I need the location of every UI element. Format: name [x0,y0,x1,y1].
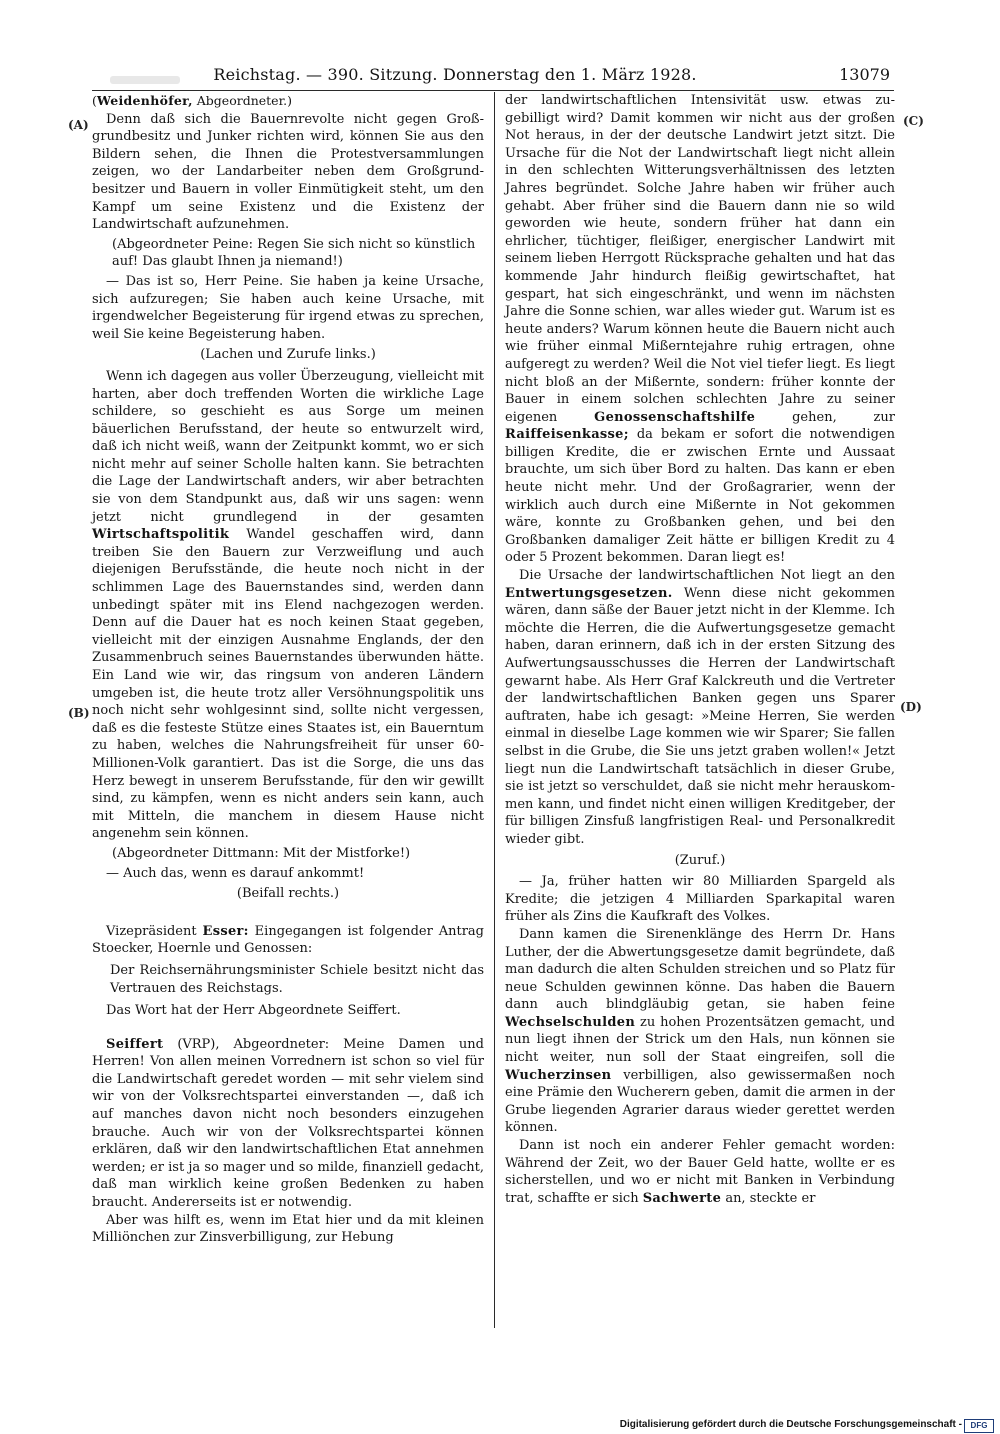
running-title: Reichstag. — 390. Sitzung. Donnerstag den 1. März 1928. [213,65,697,84]
emphasis-term: Raiffeisenkasse; [505,427,629,443]
paragraph: Dann kamen die Sirenenklänge des Herrn Dr. Hans Luther, der die Abwertungsgesetze damit begründete, daß man dadurch die alten Schulden streichen und so Platz für neue Schulden gewinnen könne. Das haben die Bauern dann auch blindgläubig getan, sie haben feine Wechselschulden zu hohen Prozentsätzen gemacht, und nun liegt ihnen der Strick um den Hals, nun können sie nicht weiter, nun soll der Staat eingreifen, soll die Wucherzinsen verbilligen, also gewissermaßen noch eine Prämie den Wucherern geben, damit die armen in der Grube liegenden Agrarier daraus wieder gerettet werden können. [505,926,895,1136]
digitization-footer [600,1418,998,1432]
emphasis-term: Entwertungsgesetzen. [505,585,673,601]
page-number: 13079 [839,65,890,84]
audience-reaction: (Zuruf.) [674,852,726,868]
speaker-heading: (Weidenhöfer, Abgeordneter.) [92,93,293,108]
audience-reaction: (Beifall rechts.) [236,886,340,902]
paragraph: — Auch das, wenn es darauf ankommt! [106,865,365,881]
paragraph: der landwirtschaftlichen Intensivität usw. etwas zugebilligt wird? Damit kommen wir nicht aus der großen Not heraus, in der der deutsche Landwirt jetzt sitzt. Die Ursache für die Not der Landwirtschaft liegt nicht allein in den schlechten Witterungsverhältnissen des letzten Jahres begründet. Solche Jahre haben wir früher auch gehabt. Aber früher sind die Bauern dann nie so wild geworden wie heute, sondern früher hat dann ein ehrlicher, tüchtiger, fleißiger, energischer Landwirt mit seinem lieben Herrgott Rücksprache gehalten und hat das kommende Jahr hindurch fleißig gewirtschaftet, hat gespart, hat sich eingeschränkt, und wenn im nächsten Jahre die Sonne schien, war alles wieder gut. Warum ist es heute anders? Warum können heute die Bauern nicht auch wie früher einmal Mißerntejahre ruhig ertragen, ohne aufgeregt zu werden? Weil die Not viel tiefer liegt. Es liegt nicht bloß an der Mißernte, sondern: früher konnte der Bauer in einem solchen schlechten Jahre zu seiner eigenen Genossenschaftshilfe gehen, zur Raiffeisenkasse; da bekam er sofort die notwendigen billigen Kredite, die er zwischen Ernte und Aussaat brauchte, um sich über Bord zu halten. Das kann er eben heute nicht mehr. Und der Großagrarier, wenn der wirklich auch durch eine Mißernte in Not gekommen wäre, konnte zu Großbanken gehen, und bei den Großbanken damaliger Zeit hätte er billigen Kredit zu 4 oder 5 Prozent bekommen. Daran liegt es! [505,93,895,566]
margin-marker-c: (C) [903,114,924,128]
paragraph: Dann ist noch ein anderer Fehler gemacht worden: Während der Zeit, wo der Bauer Geld hatte, wollte er es sicherstellen, und wo er nicht mit Banken in Verbindung trat, schaffte er sich Sachwerte an, steckte er [505,1138,895,1206]
vice-president-statement: Vizepräsident Esser: Eingegangen ist folgender Antrag Stoecker, Hoernle und Genossen: [92,923,484,957]
interjection: (Abgeordneter Dittmann: Mit der Mistforke!) [112,845,411,861]
vice-president-name: Esser: [202,923,249,939]
emphasis-term: Wechselschulden [505,1014,636,1030]
right-column [505,92,895,1207]
interjection: (Abgeordneter Peine: Regen Sie sich nicht so künstlich auf! Das glaubt Ihnen ja niemand!) [112,236,476,270]
footer-credit: Digitalisierung gefördert durch die Deutsche Forschungsgemeinschaft - [619,1419,962,1430]
paragraph: Die Ursache der landwirtschaftlichen Not liegt an den Entwertungsgesetzen. Wenn diese nicht gekommen wären, dann säße der Bauer jetzt nicht in der Klemme. Ich möchte die Herren, die die Aufwertungsgesetze gemacht haben, daran erinnern, daß ich in der ersten Sitzung des Aufwertungsausschusses die Herren der Landwirtschaft gewarnt habe. Als Herr Graf Kalckreuth und die Vertreter der landwirtschaftlichen Banken gegen uns Sparer auftraten, habe ich gesagt: »Meine Herren, Sie werden einmal in dieselbe Lage kommen wie wir Sparer; Sie fallen selbst in die Grube, die Sie uns jetzt graben wollen!« Jetzt liegt nun die Landwirtschaft tatsächlich in dieser Grube, sie ist jetzt so verschuldet, daß sie nicht mehr herauskommen kann, und findet nicht einen willigen Kreditgeber, der für billigen Zinsfuß langfristigen Real- und Personalkredit wieder gibt. [505,568,895,847]
margin-marker-a: (A) [68,118,89,132]
speaker-name: Weidenhöfer, [96,93,193,108]
audience-reaction: (Lachen und Zurufe links.) [200,347,376,363]
speaker-name: Seiffert [106,1036,164,1052]
emphasis-term: Sachwerte [642,1190,722,1206]
dfg-logo: DFG [964,1419,994,1433]
emphasis-term: Genossenschaftshilfe [594,409,756,425]
margin-marker-b: (B) [68,706,90,720]
emphasis-term: Wucherzinsen [505,1067,612,1083]
paragraph: Denn daß sich die Bauernrevolte nicht gegen Großgrundbesitz und Junker richten wird, können Sie aus den Bildern sehen, die Ihnen die Protestversammlungen zeigen, wo der Landarbeiter neben dem Großgrundbesitzer und Bauern in voller Einmütigkeit steht, um den Kampf um seine Existenz und die Existenz der Landwirtschaft aufzunehmen. [92,111,484,233]
motion-text: Der Reichsernährungsminister Schiele besitzt nicht das Vertrauen des Reichstags. [110,962,484,996]
paragraph: — Das ist so, Herr Peine. Sie haben ja keine Ursache, sich aufzuregen; Sie haben auch keine Ursache, mit irgendwelcher Begeisterung für irgend etwas zu sprechen, weil Sie keine Begeisterung haben. [92,273,484,342]
margin-marker-d: (D) [900,700,922,714]
speaker-role: Abgeordneter.) [196,93,293,108]
left-column [92,92,484,1247]
paragraph: Wenn ich dagegen aus voller Überzeugung, vielleicht mit harten, aber doch treffenden Worten die wirkliche Lage schildere, so geschieht es aus Sorge um meinen bäuerlichen Berufsstand, der heute so entwurzelt wird, daß ich nicht weiß, wann der Zeitpunkt kommt, wo er sich nicht mehr auf seiner Scholle halten kann. Sie betrachten die Lage der Landwirtschaft anders, wir aber betrachten sie von dem Standpunkt aus, daß wir uns sagen: wenn jetzt nicht grundlegend in der gesamten Wirtschaftspolitik Wandel geschaffen wird, dann treiben Sie den Bauern zur Verzweiflung und auch diejenigen Berufsstände, die heute noch nicht in der schlimmen Lage des Bauernstandes sind, werden dann unbedingt später mit ins Elend nachgezogen werden. Denn auf die Dauer hat es noch keinen Staat gegeben, vielleicht mit der einzigen Ausnahme Englands, der den Zusammenbruch seines Bauernstandes überwunden hätte. Ein Land wie wir, das ringsum von anderen Ländern umgeben ist, die heute trotz aller Versöhnungspolitik uns noch nicht sehr wohlgesinnt sind, sollte nicht vergessen, daß es die festeste Stütze eines Staates ist, ein Bauerntum zu haben, welches die Nahrungsfreiheit für unser 60-Millionen-Volk garantiert. Das ist die Sorge, die uns das Herz bewegt in unserem Berufsstande, für den wir gewillt sind, zu kämpfen, wenn es nicht anders sein kann, auch mit Mitteln, die manchem in diesem Hause nicht angenehm sein können. [92,368,484,842]
emphasis-term: Wirtschaftspolitik [92,527,230,543]
column-divider [494,92,495,1328]
floor-announcement: Das Wort hat der Herr Abgeordnete Seiffert. [106,1003,401,1019]
running-head [90,62,890,88]
paragraph: Aber was hilft es, wenn im Etat hier und da mit kleinen Milliönchen zur Zinsverbilligung, zur Hebung [92,1212,484,1246]
speech-opening: Seiffert (VRP), Abgeordneter: Meine Damen und Herren! Von allen meinen Vorrednern ist schon so viel für die Landwirtschaft geredet worden — mit sehr vielem sind wir von der Volksrechtspartei einverstanden —, daß ich auf manches davon nicht noch besonders einzugehen brauche. Auch wir von der Volksrechtspartei können erklären, daß wir den landwirtschaftlichen Etat annehmen werden; er ist ja so mager und so milde, finanziell gedacht, daß man wirklich keine großen Bedenken zu haben braucht. Andererseits ist er notwendig. [92,1036,484,1211]
paragraph: — Ja, früher hatten wir 80 Milliarden Spargeld als Kredite; die jetzigen 4 Milliarden Sparkapital waren früher als Zins die Kaufkraft des Volkes. [505,874,895,925]
header-rule [92,90,894,91]
